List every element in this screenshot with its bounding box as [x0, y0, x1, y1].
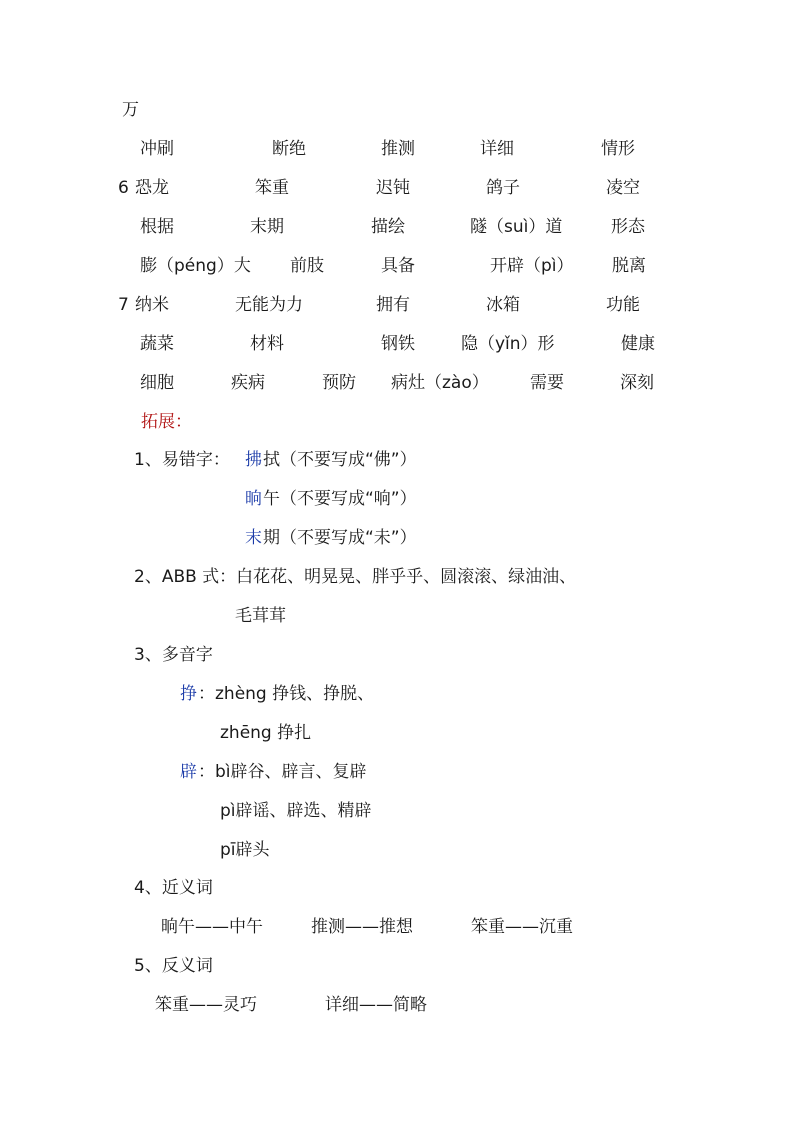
continued-char: 万	[122, 100, 139, 120]
highlight-char: 末	[245, 528, 262, 548]
polyphone-line: pī辟头	[220, 840, 270, 860]
vocab-word: 脱离	[612, 256, 646, 276]
vocab-word: 深刻	[620, 373, 654, 393]
vocab-word: 凌空	[606, 178, 640, 198]
vocab-word: 拥有	[376, 295, 410, 315]
synonym-pair: 推测——推想	[311, 917, 413, 937]
vocab-word: 病灶（zào）	[391, 373, 489, 393]
synonym-pair: 笨重——沉重	[471, 917, 573, 937]
antonym-pair: 详细——简略	[325, 995, 427, 1015]
antonym-pair: 笨重——灵巧	[155, 995, 257, 1015]
highlight-char: 拂	[245, 450, 262, 470]
polyphone-line: zhēng 挣扎	[220, 723, 312, 743]
vocab-word: 钢铁	[381, 334, 415, 354]
vocab-word: 形态	[611, 217, 645, 237]
section-5-title: 5、反义词	[134, 956, 213, 976]
lesson-number: 7	[118, 295, 129, 315]
vocab-word: 冲刷	[140, 139, 174, 159]
synonym-pair: 晌午——中午	[161, 917, 263, 937]
vocab-word: 末期	[250, 217, 284, 237]
polyphone-line: ：zhèng 挣钱、挣脱、	[198, 684, 375, 704]
vocab-word: 蔬菜	[140, 334, 174, 354]
vocab-word: 具备	[381, 256, 415, 276]
vocab-word: 情形	[601, 139, 635, 159]
extension-heading: 拓展：	[141, 412, 192, 432]
vocab-word: 需要	[530, 373, 564, 393]
typo-note: 拭（不要写成“佛”）	[263, 450, 417, 470]
section-2-line: 2、ABB 式：白花花、明晃晃、胖乎乎、圆滚滚、绿油油、	[134, 567, 577, 587]
vocab-word: 前肢	[290, 256, 324, 276]
section-4-title: 4、近义词	[134, 878, 213, 898]
vocab-word: 隐（yǐn）形	[461, 334, 555, 354]
vocab-word: 膨（péng）大	[140, 256, 251, 276]
vocab-word: 迟钝	[376, 178, 410, 198]
vocab-word: 冰箱	[486, 295, 520, 315]
vocab-word: 根据	[140, 217, 174, 237]
vocab-word: 疾病	[231, 373, 265, 393]
highlight-char: 辟	[180, 762, 197, 782]
vocab-word: 隧（suì）道	[470, 217, 563, 237]
highlight-char: 挣	[180, 684, 197, 704]
vocab-word: 材料	[250, 334, 284, 354]
section-3-title: 3、多音字	[134, 645, 213, 665]
vocab-word: 推测	[381, 139, 415, 159]
polyphone-line: ：bì辟谷、辟言、复辟	[198, 762, 367, 782]
vocab-word: 细胞	[140, 373, 174, 393]
vocab-word: 描绘	[371, 217, 405, 237]
lesson-number: 6	[118, 178, 129, 198]
vocab-word: 详细	[480, 139, 514, 159]
vocab-word: 笨重	[255, 178, 289, 198]
vocab-word: 无能为力	[235, 295, 303, 315]
vocab-word: 恐龙	[135, 178, 169, 198]
vocab-word: 断绝	[272, 139, 306, 159]
polyphone-line: pì辟谣、辟选、精辟	[220, 801, 372, 821]
vocab-word: 健康	[621, 334, 655, 354]
highlight-char: 晌	[245, 489, 262, 509]
typo-note: 期（不要写成“未”）	[263, 528, 417, 548]
vocab-word: 功能	[606, 295, 640, 315]
typo-note: 午（不要写成“响”）	[263, 489, 417, 509]
vocab-word: 开辟（pì）	[490, 256, 574, 276]
vocab-word: 鸽子	[486, 178, 520, 198]
vocab-word: 预防	[322, 373, 356, 393]
vocab-word: 纳米	[135, 295, 169, 315]
section-2-line: 毛茸茸	[235, 606, 286, 626]
section-1-title: 1、易错字：	[134, 450, 230, 470]
